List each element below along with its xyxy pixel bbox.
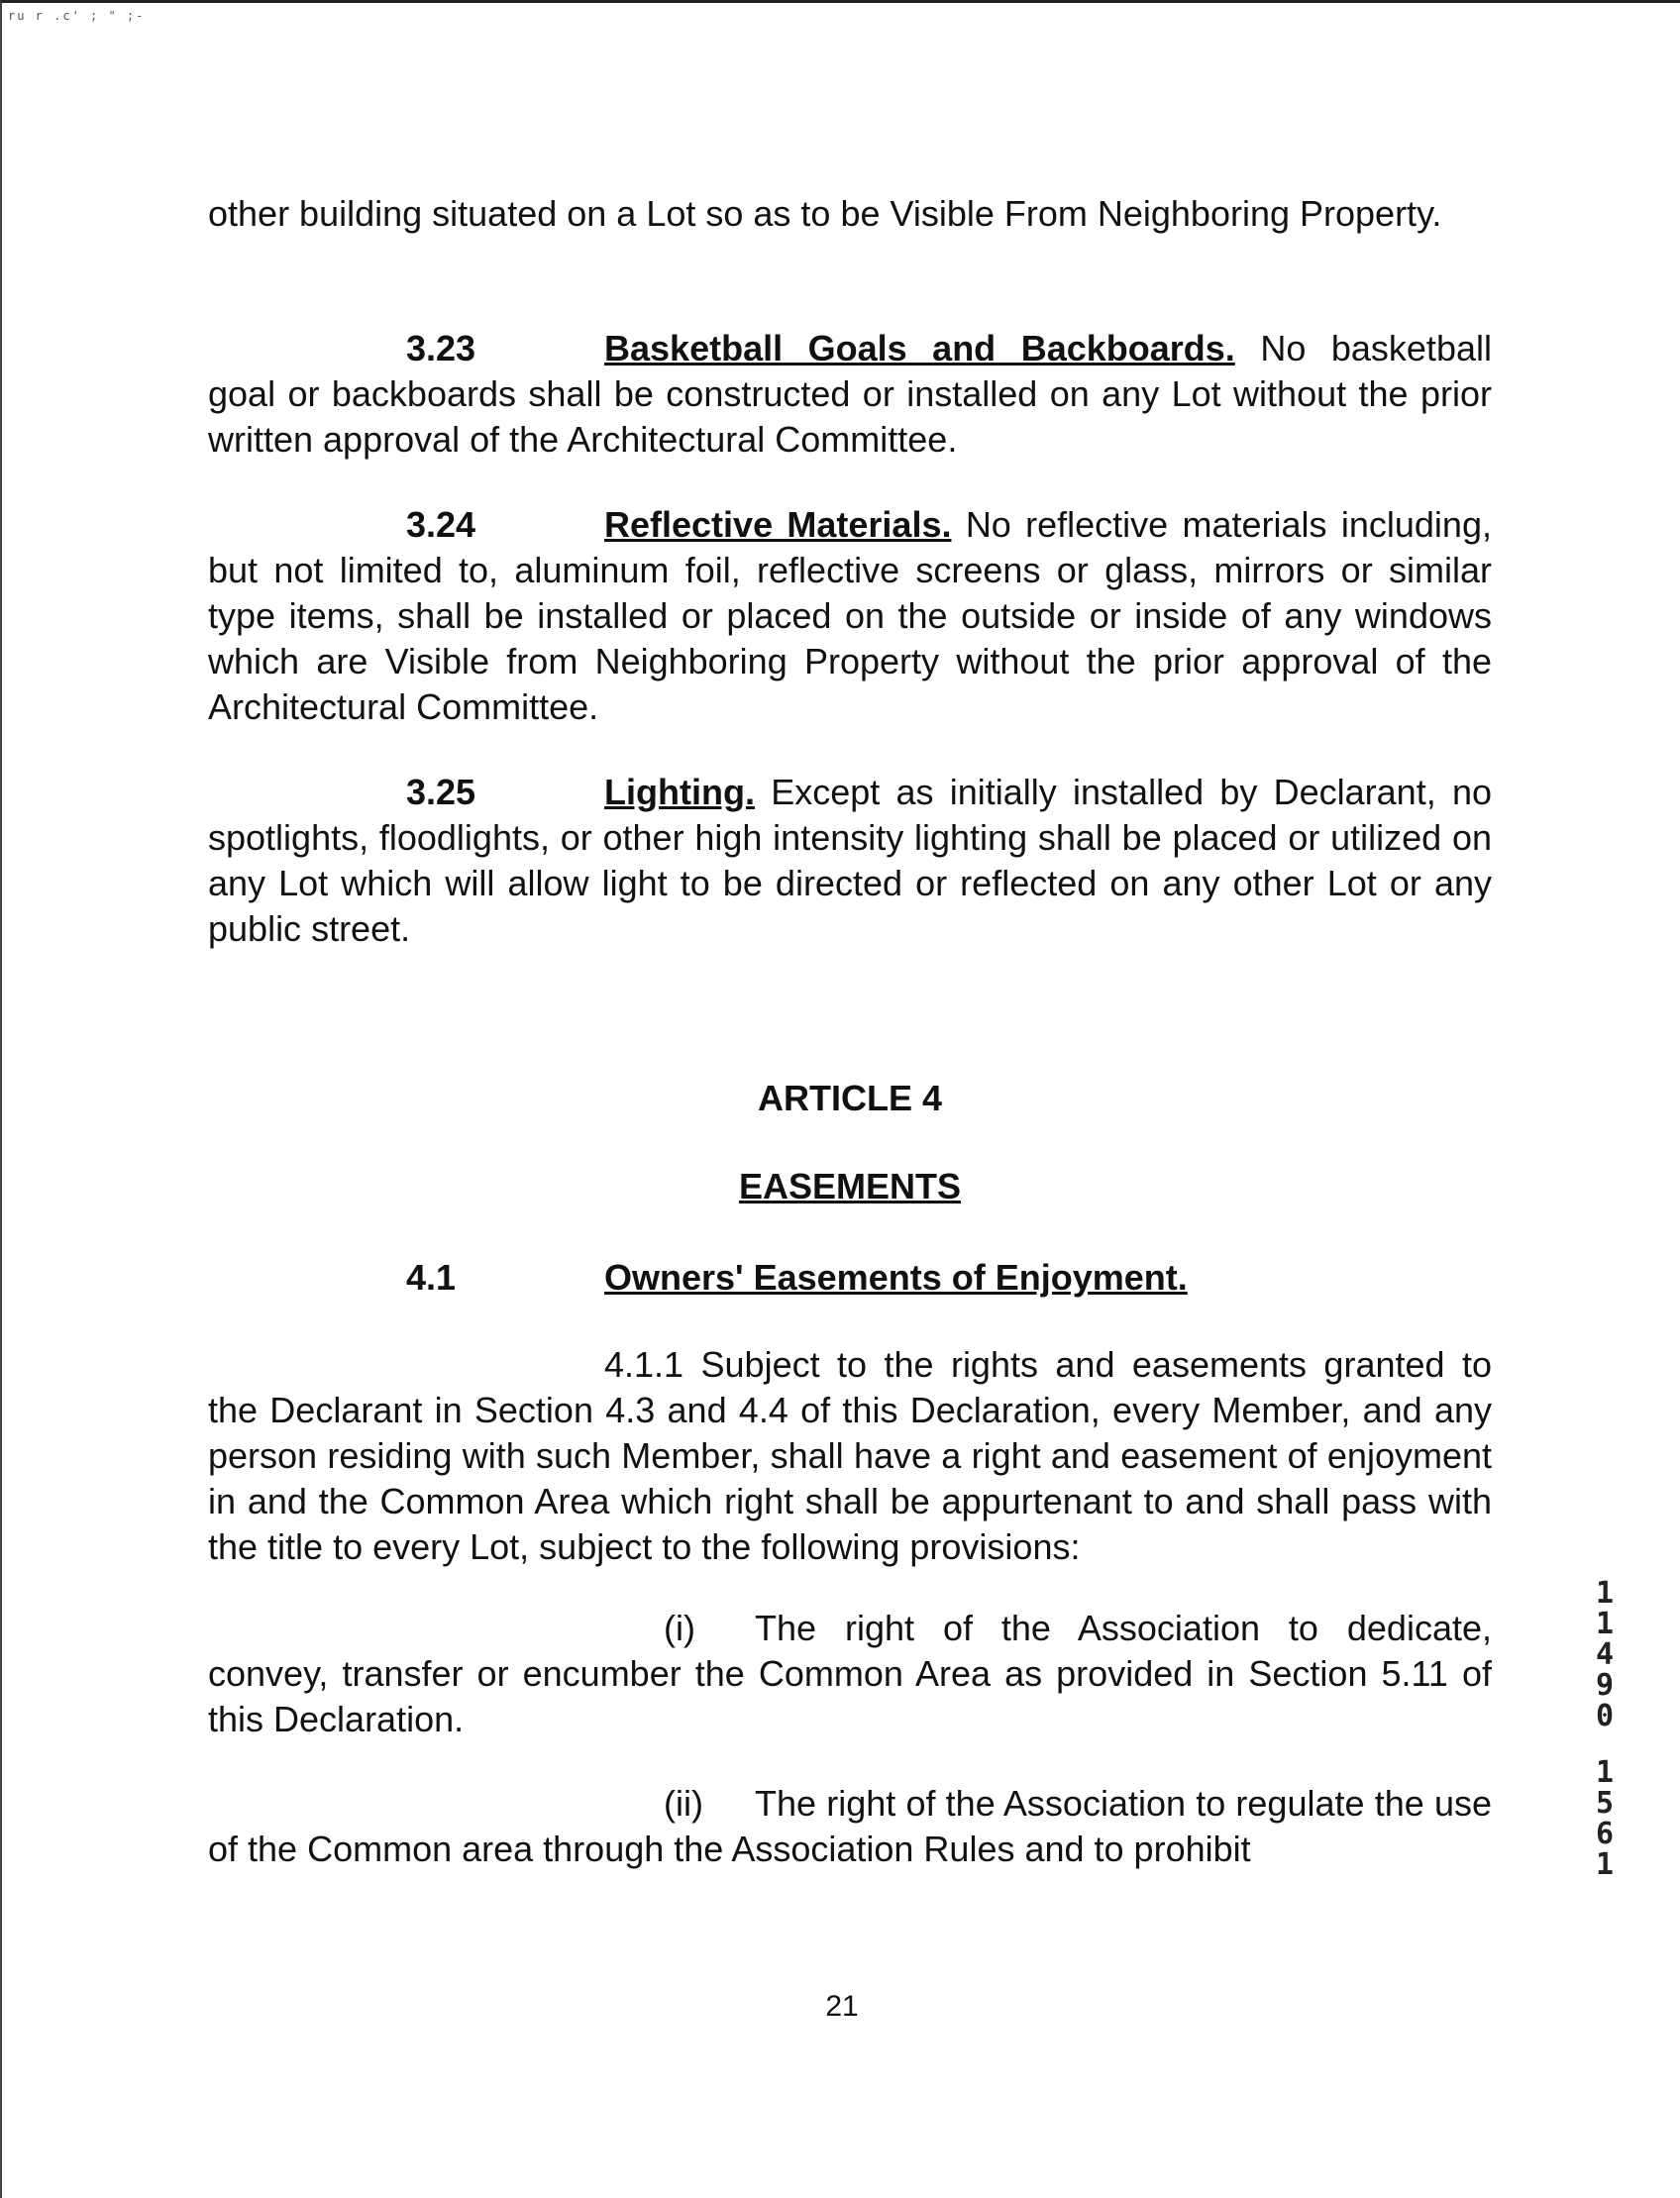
side-stamp: 1 1 4 9 0 1 5 6 1 — [1595, 1576, 1615, 1882]
section-heading: Lighting. — [604, 772, 755, 812]
provision-i — [208, 1606, 1492, 1742]
section-3-25 — [208, 770, 1492, 952]
provision-body: The right of the Association to dedicate, convey, transfer or encumber the Common Area as provided in Section 5.11 of this Declaration. — [208, 1608, 1492, 1739]
section-body: Except as initially installed by Declarant, no spotlights, floodlights, or other high intensity lighting shall be placed or utilized on any Lot which will allow light to be directed or reflected on any other Lot or any public street. — [208, 772, 1492, 949]
section-body: No basketball goal or backboards shall be constructed or installed on any Lot without the prior written approval of the Architectural Committee. — [208, 328, 1492, 460]
page-number: 21 — [825, 1990, 859, 2023]
section-heading: Basketball Goals and Backboards. — [604, 328, 1235, 368]
provision-body: The right of the Association to regulate the use of the Common area through the Association Rules and to prohibit — [208, 1783, 1492, 1869]
section-body: No reflective materials including, but not limited to, aluminum foil, reflective screens or glass, mirrors or similar type items, shall be installed or placed on the outside or inside of any windows which are Visible from Neighboring Property without the prior approval of the Architectural Committee. — [208, 504, 1492, 727]
section-3-23 — [208, 326, 1492, 463]
section-number: 3.24 — [406, 504, 476, 545]
section-number: 3.25 — [406, 772, 476, 812]
provision-tag: (i) — [664, 1608, 695, 1648]
section-3-24 — [208, 502, 1492, 730]
section-number: 3.23 — [406, 328, 476, 368]
section-heading: Owners' Easements of Enjoyment. — [604, 1257, 1188, 1298]
provision-ii — [208, 1781, 1492, 1872]
section-number: 4.1 — [406, 1257, 457, 1298]
section-heading: Reflective Materials. — [604, 504, 952, 545]
subsection-number: 4.1.1 — [604, 1344, 684, 1385]
subsection-body: Subject to the rights and easements granted to the Declarant in Section 4.3 and 4.4 of this Declaration, every Member, and any person residing with such Member, shall have a right and easement of enjoyment in and the Common Area which right shall be appurtenant to and shall pass with the title to every Lot, subject to the following provisions: — [208, 1344, 1492, 1567]
scan-artifact: ru r .c' ; " ;- — [8, 9, 146, 23]
section-4-1-heading — [406, 1257, 1188, 1299]
provision-tag: (ii) — [664, 1783, 703, 1824]
section-4-1-1 — [208, 1342, 1492, 1570]
article-title: EASEMENTS — [738, 1166, 962, 1206]
article-label: ARTICLE 4 — [757, 1078, 942, 1118]
paragraph-continuation: other building situated on a Lot so as to be Visible From Neighboring Property. — [208, 193, 1442, 234]
